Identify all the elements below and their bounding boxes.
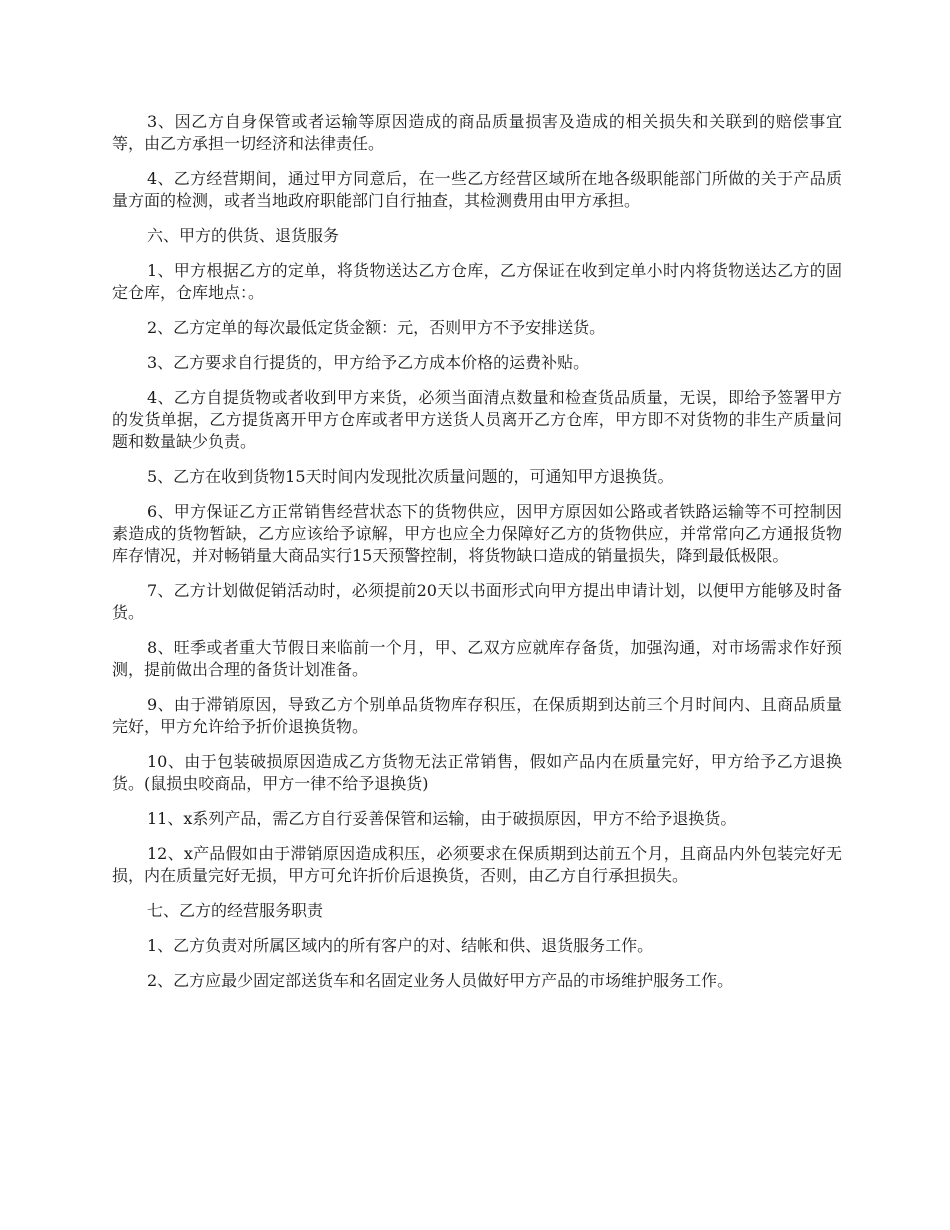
clause-supply-8: 8、旺季或者重大节假日来临前一个月，甲、乙双方应就库存备货，加强沟通，对市场需求作好预测，提前做出合理的备货计划准备。 — [112, 638, 842, 679]
clause-supply-7: 7、乙方计划做促销活动时，必须提前20天以书面形式向甲方提出申请计划，以便甲方能够及时备货。 — [112, 581, 842, 622]
clause-supply-2: 2、乙方定单的每次最低定货金额：元，否则甲方不予安排送货。 — [147, 318, 606, 337]
clause-6-4-quality-inspection: 4、乙方经营期间，通过甲方同意后，在一些乙方经营区域所在地各级职能部门所做的关于产品质量方面的检测，或者当地政府职能部门自行抽查，其检测费用由甲方承担。 — [112, 169, 842, 210]
section-heading-supply-return: 六、甲方的供货、退货服务 — [147, 226, 340, 245]
section-heading-party-b-duties: 七、乙方的经营服务职责 — [147, 901, 324, 920]
clause-supply-11: 11、x系列产品，需乙方自行妥善保管和运输，由于破损原因，甲方不给予退换货。 — [147, 809, 737, 828]
clause-supply-9: 9、由于滞销原因，导致乙方个别单品货物库存积压，在保质期到达前三个月时间内、且商品质量完好，甲方允许给予折价退换货物。 — [112, 695, 842, 736]
clause-supply-3: 3、乙方要求自行提货的，甲方给予乙方成本价格的运费补贴。 — [147, 353, 590, 372]
clause-duty-1: 1、乙方负责对所属区域内的所有客户的对、结帐和供、退货服务工作。 — [147, 936, 654, 955]
clause-supply-6: 6、甲方保证乙方正常销售经营状态下的货物供应，因甲方原因如公路或者铁路运输等不可控制因素造成的货物暂缺，乙方应该给予谅解，甲方也应全力保障好乙方的货物供应，并常常向乙方通报货物库存情况，并对畅销量大商品实行15天预警控制，将货物缺口造成的销量损失，降到最低极限。 — [112, 502, 842, 565]
clause-supply-12: 12、x产品假如由于滞销原因造成积压，必须要求在保质期到达前五个月，且商品内外包装完好无损，内在质量完好无损，甲方可允许折价后退换货，否则，由乙方自行承担损失。 — [112, 844, 842, 885]
clause-supply-5: 5、乙方在收到货物15天时间内发现批次质量问题的，可通知甲方退换货。 — [147, 467, 674, 486]
clause-6-3-quality-damage: 3、因乙方自身保管或者运输等原因造成的商品质量损害及造成的相关损失和关联到的赔偿事宜等，由乙方承担一切经济和法律责任。 — [112, 112, 842, 153]
clause-supply-10: 10、由于包装破损原因造成乙方货物无法正常销售，假如产品内在质量完好，甲方给予乙方退换货。(鼠损虫咬商品，甲方一律不给予退换货) — [112, 752, 842, 793]
document-page — [112, 111, 842, 1005]
clause-supply-1: 1、甲方根据乙方的定单，将货物送达乙方仓库，乙方保证在收到定单小时内将货物送达乙方的固定仓库，仓库地点：。 — [112, 261, 842, 302]
clause-supply-4: 4、乙方自提货物或者收到甲方来货，必须当面清点数量和检查货品质量，无误，即给予签署甲方的发货单据，乙方提货离开甲方仓库或者甲方送货人员离开乙方仓库，甲方即不对货物的非生产质量问题和数量缺少负责。 — [112, 388, 842, 451]
clause-duty-2: 2、乙方应最少固定部送货车和名固定业务人员做好甲方产品的市场维护服务工作。 — [147, 971, 734, 990]
